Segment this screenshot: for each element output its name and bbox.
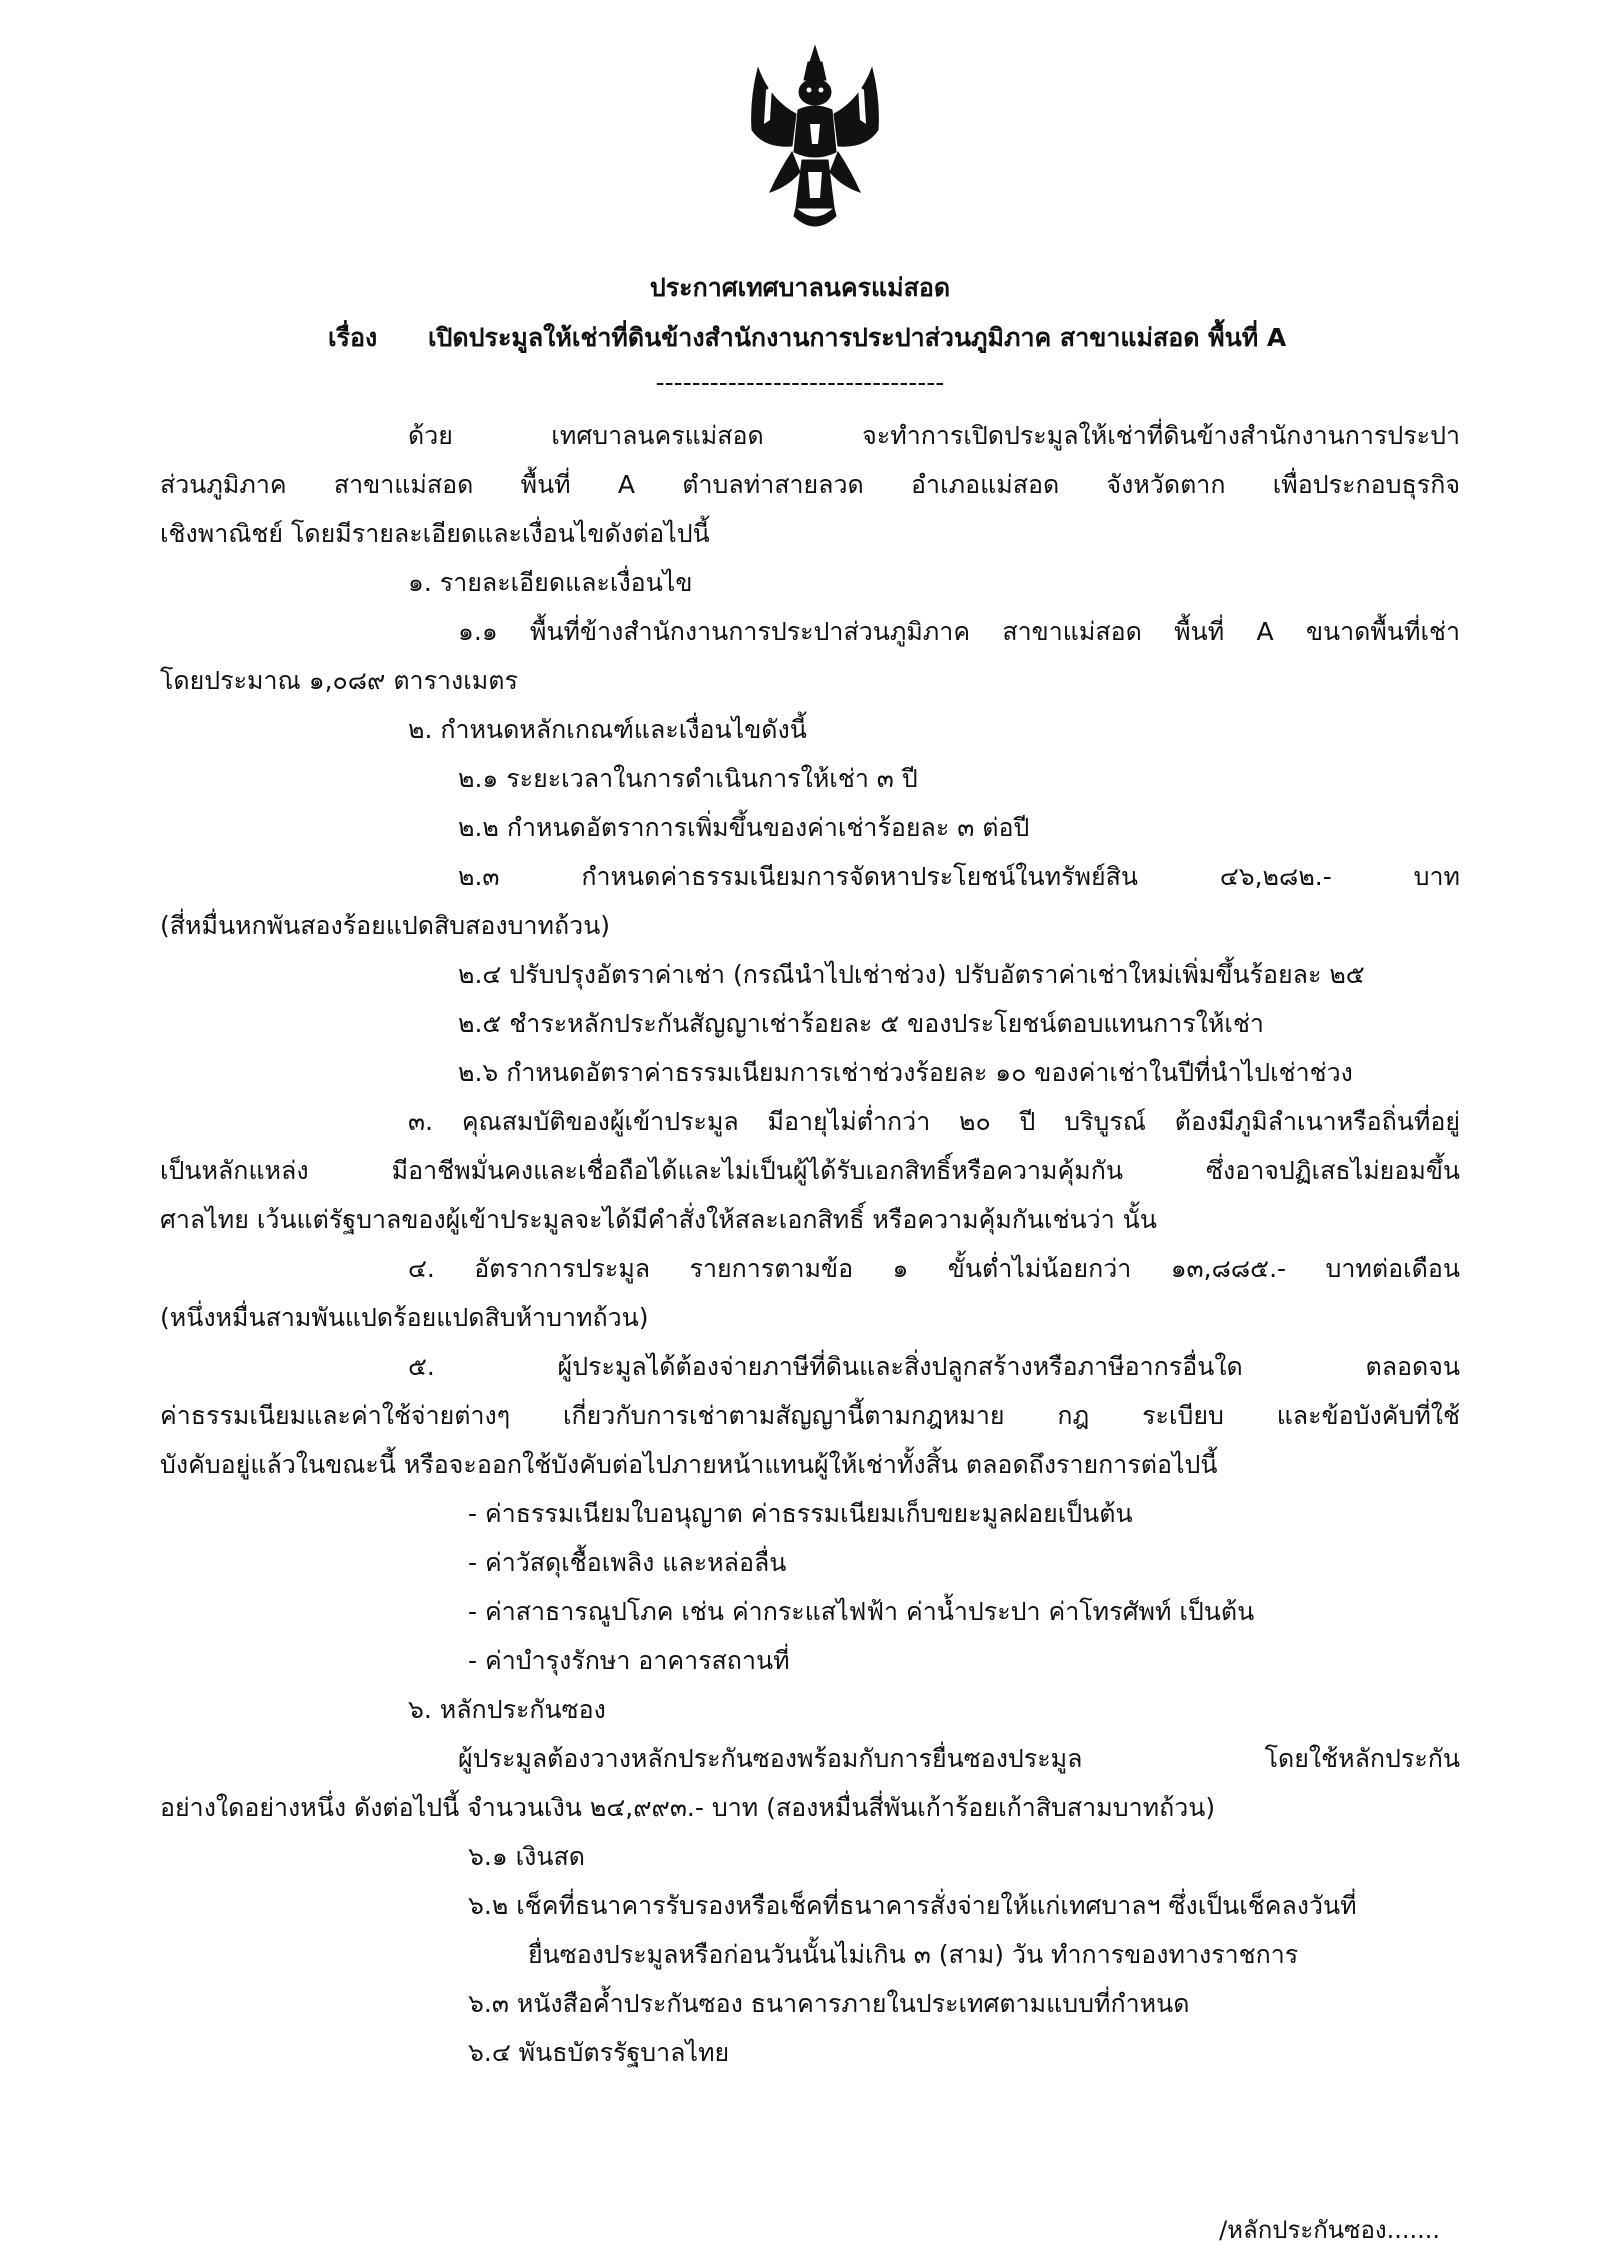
section-2-6: ๒.๖ กำหนดอัตราค่าธรรมเนียมการเช่าช่วงร้อยละ ๑๐ ของค่าเช่าในปีที่นำไปเช่าช่วง — [458, 1058, 1353, 1087]
bullet-item: - ค่าบำรุงรักษา อาคารสถานที่ — [468, 1646, 790, 1675]
intro-line-3: เชิงพาณิชย์ โดยมีรายละเอียดและเงื่อนไขดังต่อไปนี้ — [160, 519, 710, 548]
section-2-5: ๒.๕ ชำระหลักประกันสัญญาเช่าร้อยละ ๕ ของประโยชน์ตอบแทนการให้เช่า — [458, 1009, 1264, 1038]
section-3-line-2: เป็นหลักแหล่ง มีอาชีพมั่นคงและเชื่อถือได้และไม่เป็นผู้ได้รับเอกสิทธิ์หรือความคุ้มกัน ซึ่งอาจปฏิเสธไม่ยอมขึ้น — [160, 1156, 1460, 1185]
garuda-emblem-icon — [740, 40, 890, 240]
subject-text: เปิดประมูลให้เช่าที่ดินข้างสำนักงานการประปาส่วนภูมิภาค สาขาแม่สอด พื้นที่ A — [428, 323, 1287, 352]
section-6-4: ๖.๔ พันธบัตรรัฐบาลไทย — [468, 2038, 730, 2067]
section-5-line-3: บังคับอยู่แล้วในขณะนี้ หรือจะออกใช้บังคับต่อไปภายหน้าแทนผู้ให้เช่าทั้งสิ้น ตลอดถึงรายการต่อไปนี้ — [160, 1450, 1218, 1479]
section-6-heading: ๖. หลักประกันซอง — [408, 1695, 606, 1724]
section-5-line-1: ๕. ผู้ประมูลได้ต้องจ่ายภาษีที่ดินและสิ่งปลูกสร้างหรือภาษีอากรอื่นใด ตลอดจน — [408, 1352, 1460, 1381]
intro-line-2: ส่วนภูมิภาค สาขาแม่สอด พื้นที่ A ตำบลท่าสายลวด อำเภอแม่สอด จังหวัดตาก เพื่อประกอบธุรกิจ — [160, 470, 1460, 499]
section-4-line-1: ๔. อัตราการประมูล รายการตามข้อ ๑ ขั้นต่ำไม่น้อยกว่า ๑๓,๘๘๕.- บาทต่อเดือน — [408, 1254, 1460, 1283]
section-3-line-3: ศาลไทย เว้นแต่รัฐบาลของผู้เข้าประมูลจะได้มีคำสั่งให้สละเอกสิทธิ์ หรือความคุ้มกันเช่นว่า นั้น — [160, 1205, 1157, 1234]
title-divider: -------------------------------- — [655, 368, 945, 397]
section-6-line-2: อย่างใดอย่างหนึ่ง ดังต่อไปนี้ จำนวนเงิน ๒๔,๙๙๓.- บาท (สองหมื่นสี่พันเก้าร้อยเก้าสิบสามบาทถ้วน) — [160, 1793, 1216, 1822]
subject-label: เรื่อง — [328, 323, 378, 352]
section-2-heading: ๒. กำหนดหลักเกณฑ์และเงื่อนไขดังนี้ — [408, 715, 807, 744]
page-title: ประกาศเทศบาลนครแม่สอด — [649, 273, 951, 302]
section-1-1-line-2: โดยประมาณ ๑,๐๘๙ ตารางเมตร — [160, 666, 518, 695]
section-4-line-2: (หนึ่งหมื่นสามพันแปดร้อยแปดสิบห้าบาทถ้วน) — [160, 1303, 649, 1332]
section-2-4: ๒.๔ ปรับปรุงอัตราค่าเช่า (กรณีนำไปเช่าช่วง) ปรับอัตราค่าเช่าใหม่เพิ่มขึ้นร้อยละ ๒๕ — [458, 960, 1365, 989]
bullet-item: - ค่าวัสดุเชื้อเพลิง และหล่อลื่น — [468, 1548, 787, 1577]
section-2-2: ๒.๒ กำหนดอัตราการเพิ่มขึ้นของค่าเช่าร้อยละ ๓ ต่อปี — [458, 813, 1030, 842]
section-1-1-line-1: ๑.๑ พื้นที่ข้างสำนักงานการประปาส่วนภูมิภาค สาขาแม่สอด พื้นที่ A ขนาดพื้นที่เช่า — [458, 617, 1460, 646]
section-6-line-1: ผู้ประมูลต้องวางหลักประกันซองพร้อมกับการยื่นซองประมูล โดยใช้หลักประกัน — [458, 1744, 1460, 1773]
continued-marker: /หลักประกันซอง....... — [1219, 2216, 1440, 2244]
section-2-3-line-1: ๒.๓ กำหนดค่าธรรมเนียมการจัดหาประโยชน์ในทรัพย์สิน ๔๖,๒๘๒.- บาท — [458, 862, 1460, 891]
section-6-2-line-2: ยื่นซองประมูลหรือก่อนวันนั้นไม่เกิน ๓ (สาม) วัน ทำการของทางราชการ — [528, 1940, 1299, 1969]
section-6-1: ๖.๑ เงินสด — [468, 1842, 585, 1871]
section-2-3-line-2: (สี่หมื่นหกพันสองร้อยแปดสิบสองบาทถ้วน) — [160, 911, 611, 940]
section-1-heading: ๑. รายละเอียดและเงื่อนไข — [408, 568, 693, 597]
intro-line-1: ด้วย เทศบาลนครแม่สอด จะทำการเปิดประมูลให้เช่าที่ดินข้างสำนักงานการประปา — [408, 421, 1460, 450]
section-3-line-1: ๓. คุณสมบัติของผู้เข้าประมูล มีอายุไม่ต่ำกว่า ๒๐ ปี บริบูรณ์ ต้องมีภูมิลำเนาหรือถิ่นที่อยู่ — [408, 1107, 1460, 1136]
section-6-2-line-1: ๖.๒ เช็คที่ธนาคารรับรองหรือเช็คที่ธนาคารสั่งจ่ายให้แก่เทศบาลฯ ซึ่งเป็นเช็คลงวันที่ — [468, 1891, 1357, 1920]
section-6-3: ๖.๓ หนังสือค้ำประกันซอง ธนาคารภายในประเทศตามแบบที่กำหนด — [468, 1989, 1190, 2018]
bullet-item: - ค่าธรรมเนียมใบอนุญาต ค่าธรรมเนียมเก็บขยะมูลฝอยเป็นต้น — [468, 1499, 1133, 1528]
section-2-1: ๒.๑ ระยะเวลาในการดำเนินการให้เช่า ๓ ปี — [458, 764, 918, 793]
section-5-line-2: ค่าธรรมเนียมและค่าใช้จ่ายต่างๆ เกี่ยวกับการเช่าตามสัญญานี้ตามกฎหมาย กฎ ระเบียบ และข้อบังคับที่ใช้ — [160, 1401, 1460, 1430]
bullet-item: - ค่าสาธารณูปโภค เช่น ค่ากระแสไฟฟ้า ค่าน้ำประปา ค่าโทรศัพท์ เป็นต้น — [468, 1597, 1255, 1626]
